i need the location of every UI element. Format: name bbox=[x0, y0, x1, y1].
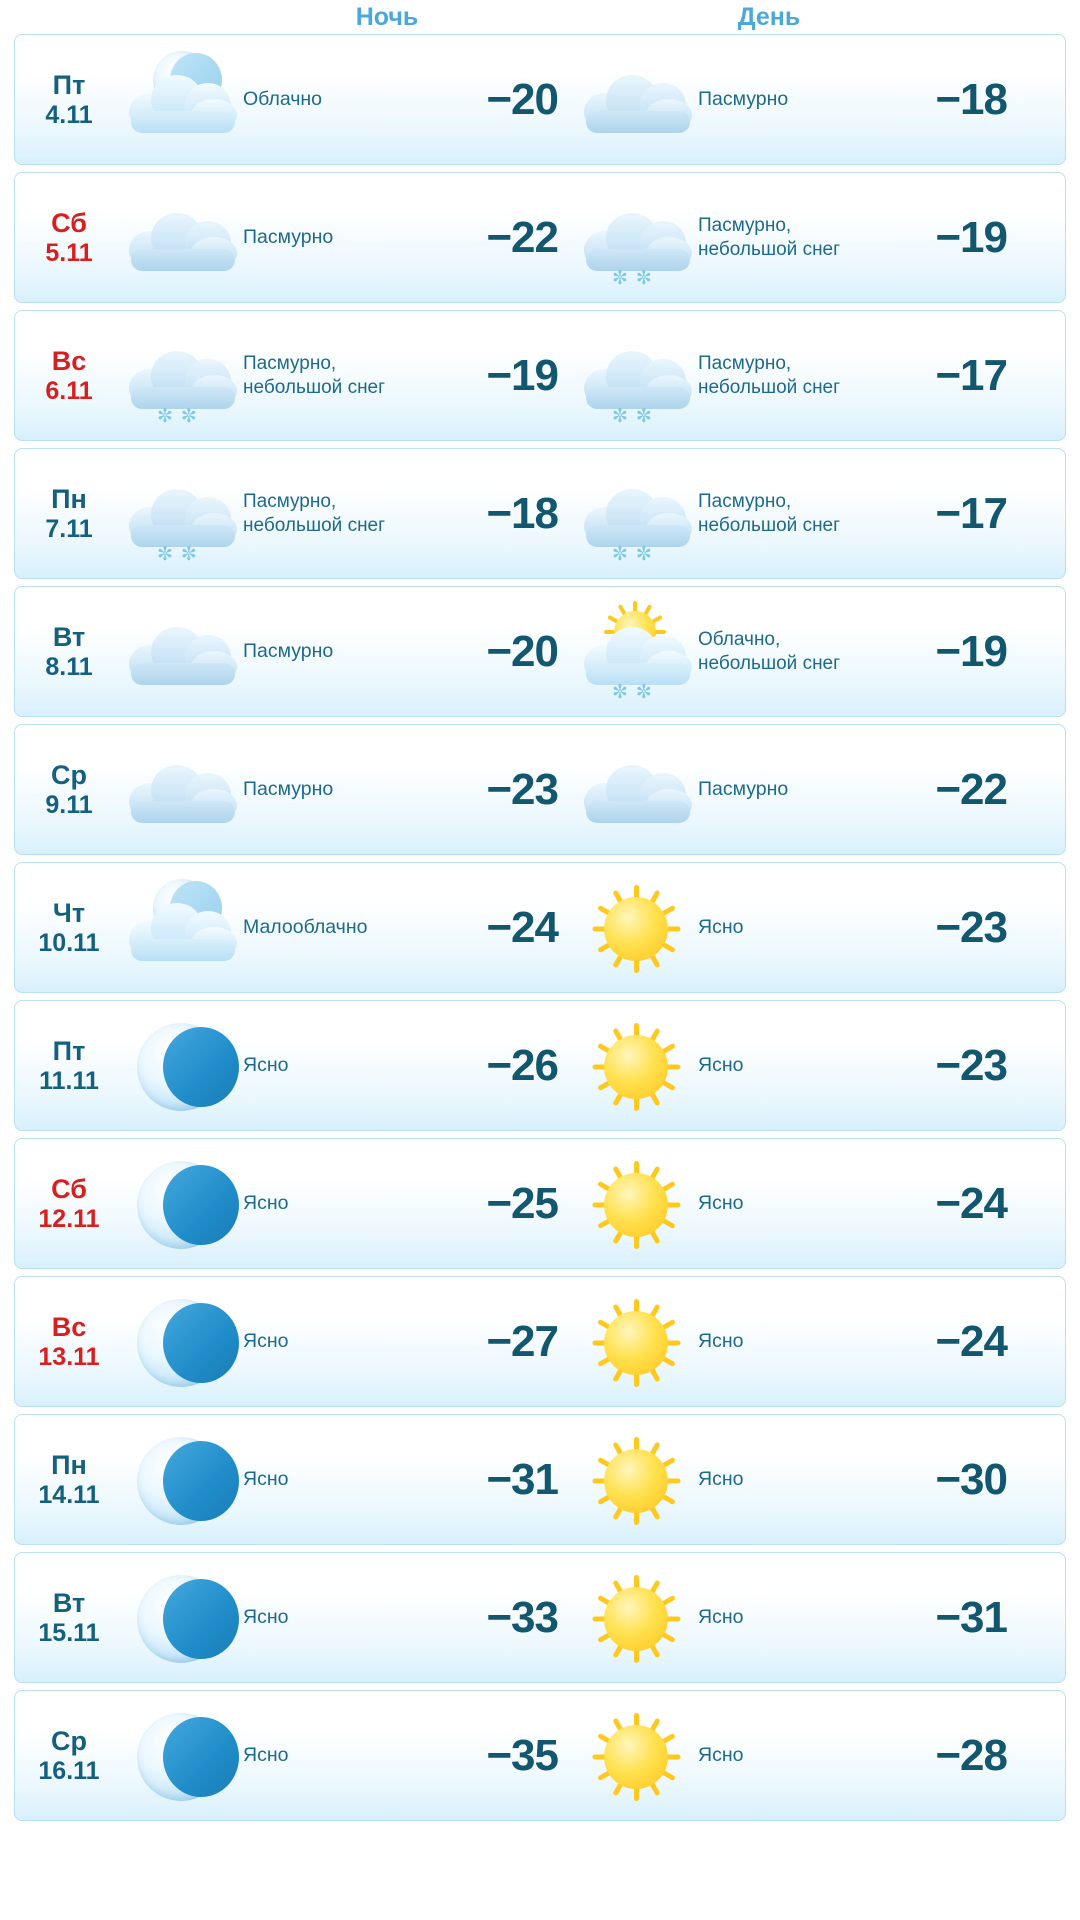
forecast-row[interactable] bbox=[14, 586, 1066, 717]
night-condition: Облачно bbox=[243, 87, 323, 110]
day-temperature: −30 bbox=[935, 1454, 1007, 1504]
date-cell bbox=[15, 346, 123, 406]
night-forecast bbox=[123, 1277, 578, 1406]
day-temperature: −31 bbox=[935, 1592, 1007, 1642]
date-cell bbox=[15, 208, 123, 268]
day-forecast bbox=[578, 1277, 1033, 1406]
moon-cloud-icon bbox=[123, 873, 243, 983]
moon-icon bbox=[137, 1161, 225, 1249]
day-temperature: −24 bbox=[935, 1316, 1007, 1366]
date-number: 14.11 bbox=[38, 1480, 100, 1509]
cloud-puff bbox=[586, 801, 690, 823]
moon-icon bbox=[123, 1011, 243, 1121]
night-condition: Малооблачно bbox=[243, 915, 368, 938]
night-condition: Ясно bbox=[243, 1743, 289, 1766]
overcast-cloud-icon bbox=[129, 487, 237, 543]
night-forecast bbox=[123, 173, 578, 302]
day-condition: Ясно bbox=[698, 1191, 744, 1214]
overcast-cloud-icon bbox=[584, 487, 692, 543]
moon-icon bbox=[137, 1299, 225, 1387]
night-temperature: −20 bbox=[486, 74, 558, 124]
moon-icon bbox=[137, 1575, 225, 1663]
date-number: 6.11 bbox=[45, 376, 93, 405]
date-cell bbox=[15, 1312, 123, 1372]
night-forecast bbox=[123, 35, 578, 164]
day-of-week: Сб bbox=[51, 1173, 87, 1204]
forecast-row[interactable] bbox=[14, 1276, 1066, 1407]
moon-icon bbox=[123, 1287, 243, 1397]
date-cell bbox=[15, 760, 123, 820]
column-headers bbox=[14, 0, 1066, 34]
forecast-row[interactable] bbox=[14, 1414, 1066, 1545]
day-of-week: Пт bbox=[52, 1035, 86, 1066]
day-of-week: Вс bbox=[51, 1311, 87, 1342]
moon-cloud-icon bbox=[123, 45, 243, 155]
day-condition: Ясно bbox=[698, 1743, 744, 1766]
night-forecast bbox=[123, 449, 578, 578]
night-condition: Пасмурно bbox=[243, 225, 334, 248]
day-condition: Облачно, небольшой снег bbox=[698, 629, 841, 674]
day-forecast bbox=[578, 1415, 1033, 1544]
moon-icon bbox=[123, 1149, 243, 1259]
night-condition: Пасмурно bbox=[243, 639, 334, 662]
night-condition: Ясно bbox=[243, 1191, 289, 1214]
forecast-row[interactable] bbox=[14, 172, 1066, 303]
day-temperature: −19 bbox=[935, 626, 1007, 676]
night-temperature: −23 bbox=[486, 764, 558, 814]
overcast-cloud-icon bbox=[129, 211, 237, 267]
forecast-row[interactable] bbox=[14, 862, 1066, 993]
date-cell bbox=[15, 1450, 123, 1510]
cloud-icon bbox=[129, 901, 237, 957]
moon-icon bbox=[137, 1437, 225, 1525]
sun-disc bbox=[604, 897, 668, 961]
overcast-icon bbox=[123, 735, 243, 845]
forecast-row[interactable] bbox=[14, 448, 1066, 579]
night-forecast bbox=[123, 1139, 578, 1268]
sun-icon bbox=[578, 1563, 698, 1673]
snowflakes-icon: ✼✼ bbox=[612, 405, 660, 427]
date-cell bbox=[15, 1174, 123, 1234]
sun-icon bbox=[578, 1149, 698, 1259]
night-forecast bbox=[123, 1691, 578, 1820]
snowflakes-icon: ✼✼ bbox=[157, 405, 205, 427]
night-condition: Пасмурно, небольшой снег bbox=[243, 353, 386, 398]
date-number: 4.11 bbox=[45, 100, 93, 129]
cloud-puff bbox=[131, 111, 235, 133]
night-temperature: −27 bbox=[486, 1316, 558, 1366]
sun-disc bbox=[604, 1587, 668, 1651]
cloud-puff bbox=[131, 249, 235, 271]
day-column-header: День bbox=[737, 2, 801, 31]
sun-icon bbox=[578, 1287, 698, 1397]
sun-icon bbox=[578, 1011, 698, 1121]
day-condition: Пасмурно bbox=[698, 777, 789, 800]
overcast-icon bbox=[578, 735, 698, 845]
day-temperature: −17 bbox=[935, 488, 1007, 538]
forecast-row[interactable] bbox=[14, 1552, 1066, 1683]
day-of-week: Пн bbox=[51, 1449, 87, 1480]
day-forecast bbox=[578, 1553, 1033, 1682]
day-of-week: Ср bbox=[51, 759, 87, 790]
sun-icon bbox=[594, 1025, 678, 1109]
forecast-rows bbox=[14, 34, 1066, 1821]
sun-icon bbox=[594, 1301, 678, 1385]
moon-icon bbox=[137, 1023, 225, 1111]
date-number: 15.11 bbox=[38, 1618, 100, 1647]
day-forecast bbox=[578, 449, 1033, 578]
night-condition: Ясно bbox=[243, 1329, 289, 1352]
snowflakes-icon: ✼✼ bbox=[157, 543, 205, 565]
day-of-week: Пт bbox=[52, 69, 86, 100]
sun-icon bbox=[594, 1439, 678, 1523]
night-forecast bbox=[123, 725, 578, 854]
day-condition: Пасмурно bbox=[698, 87, 789, 110]
day-of-week: Вт bbox=[52, 1587, 86, 1618]
night-forecast bbox=[123, 311, 578, 440]
day-condition: Пасмурно, небольшой снег bbox=[698, 353, 841, 398]
cloud-puff bbox=[131, 801, 235, 823]
sun-icon bbox=[594, 1163, 678, 1247]
day-of-week: Вс bbox=[51, 345, 87, 376]
night-forecast bbox=[123, 587, 578, 716]
day-condition: Ясно bbox=[698, 1053, 744, 1076]
night-temperature: −24 bbox=[486, 902, 558, 952]
overcast-snow-icon bbox=[123, 321, 243, 431]
forecast-row[interactable] bbox=[14, 310, 1066, 441]
sun-icon bbox=[578, 873, 698, 983]
night-condition: Пасмурно bbox=[243, 777, 334, 800]
sun-icon bbox=[594, 887, 678, 971]
forecast-row[interactable] bbox=[14, 724, 1066, 855]
cloud-icon bbox=[584, 625, 692, 681]
day-of-week: Чт bbox=[52, 897, 86, 928]
date-number: 7.11 bbox=[45, 514, 93, 543]
day-temperature: −28 bbox=[935, 1730, 1007, 1780]
night-temperature: −35 bbox=[486, 1730, 558, 1780]
forecast-row[interactable] bbox=[14, 1690, 1066, 1821]
day-forecast bbox=[578, 1139, 1033, 1268]
date-number: 9.11 bbox=[45, 790, 93, 819]
date-cell bbox=[15, 1588, 123, 1648]
night-temperature: −18 bbox=[486, 488, 558, 538]
cloud-puff bbox=[131, 663, 235, 685]
overcast-cloud-icon bbox=[584, 73, 692, 129]
overcast-icon bbox=[123, 597, 243, 707]
date-cell bbox=[15, 1036, 123, 1096]
night-temperature: −26 bbox=[486, 1040, 558, 1090]
day-forecast bbox=[578, 1691, 1033, 1820]
day-forecast bbox=[578, 311, 1033, 440]
day-condition: Пасмурно, небольшой снег bbox=[698, 215, 841, 260]
day-of-week: Сб bbox=[51, 207, 87, 238]
date-number: 10.11 bbox=[38, 928, 100, 957]
sun-icon bbox=[594, 1577, 678, 1661]
overcast-cloud-icon bbox=[584, 211, 692, 267]
night-temperature: −33 bbox=[486, 1592, 558, 1642]
date-number: 8.11 bbox=[45, 652, 93, 681]
night-condition: Ясно bbox=[243, 1605, 289, 1628]
sun-icon bbox=[578, 1425, 698, 1535]
overcast-icon bbox=[123, 183, 243, 293]
moon-icon bbox=[123, 1701, 243, 1811]
day-temperature: −22 bbox=[935, 764, 1007, 814]
night-condition: Пасмурно, небольшой снег bbox=[243, 491, 386, 536]
sun-disc bbox=[604, 1725, 668, 1789]
date-number: 16.11 bbox=[38, 1756, 100, 1785]
moon-icon bbox=[123, 1563, 243, 1673]
night-condition: Ясно bbox=[243, 1053, 289, 1076]
night-temperature: −31 bbox=[486, 1454, 558, 1504]
day-forecast bbox=[578, 1001, 1033, 1130]
day-forecast bbox=[578, 587, 1033, 716]
overcast-cloud-icon bbox=[584, 349, 692, 405]
sun-icon bbox=[594, 1715, 678, 1799]
day-condition: Ясно bbox=[698, 1467, 744, 1490]
night-forecast bbox=[123, 1001, 578, 1130]
date-number: 12.11 bbox=[38, 1204, 100, 1233]
date-number: 11.11 bbox=[39, 1066, 99, 1095]
sun-disc bbox=[604, 1173, 668, 1237]
day-forecast bbox=[578, 725, 1033, 854]
cloud-puff bbox=[131, 939, 235, 961]
day-temperature: −19 bbox=[935, 212, 1007, 262]
night-condition: Ясно bbox=[243, 1467, 289, 1490]
day-condition: Пасмурно, небольшой снег bbox=[698, 491, 841, 536]
snowflakes-icon: ✼✼ bbox=[612, 543, 660, 565]
day-forecast bbox=[578, 863, 1033, 992]
day-condition: Ясно bbox=[698, 915, 744, 938]
date-number: 13.11 bbox=[38, 1342, 100, 1371]
forecast-row[interactable] bbox=[14, 1000, 1066, 1131]
sun-disc bbox=[604, 1311, 668, 1375]
sun-cloud-snow-icon bbox=[578, 597, 698, 707]
overcast-cloud-icon bbox=[129, 625, 237, 681]
date-cell bbox=[15, 622, 123, 682]
sun-disc bbox=[604, 1035, 668, 1099]
forecast-row[interactable] bbox=[14, 34, 1066, 165]
day-temperature: −23 bbox=[935, 902, 1007, 952]
day-temperature: −23 bbox=[935, 1040, 1007, 1090]
moon-icon bbox=[123, 1425, 243, 1535]
overcast-cloud-icon bbox=[129, 349, 237, 405]
moon-icon bbox=[137, 1713, 225, 1801]
night-column-header: Ночь bbox=[355, 2, 419, 31]
cloud-puff bbox=[586, 111, 690, 133]
night-forecast bbox=[123, 1553, 578, 1682]
snowflakes-icon: ✼✼ bbox=[612, 267, 660, 289]
overcast-snow-icon bbox=[123, 459, 243, 569]
day-of-week: Ср bbox=[51, 1725, 87, 1756]
day-of-week: Пн bbox=[51, 483, 87, 514]
snowflakes-icon: ✼✼ bbox=[612, 681, 660, 703]
day-temperature: −17 bbox=[935, 350, 1007, 400]
overcast-snow-icon bbox=[578, 183, 698, 293]
day-temperature: −24 bbox=[935, 1178, 1007, 1228]
day-condition: Ясно bbox=[698, 1605, 744, 1628]
date-cell bbox=[15, 898, 123, 958]
overcast-cloud-icon bbox=[584, 763, 692, 819]
day-forecast bbox=[578, 173, 1033, 302]
day-forecast bbox=[578, 35, 1033, 164]
overcast-cloud-icon bbox=[129, 763, 237, 819]
day-of-week: Вт bbox=[52, 621, 86, 652]
night-temperature: −20 bbox=[486, 626, 558, 676]
date-cell bbox=[15, 1726, 123, 1786]
sun-disc bbox=[604, 1449, 668, 1513]
overcast-icon bbox=[578, 45, 698, 155]
forecast-row[interactable] bbox=[14, 1138, 1066, 1269]
night-temperature: −22 bbox=[486, 212, 558, 262]
night-temperature: −25 bbox=[486, 1178, 558, 1228]
day-condition: Ясно bbox=[698, 1329, 744, 1352]
date-number: 5.11 bbox=[45, 238, 93, 267]
night-forecast bbox=[123, 1415, 578, 1544]
day-temperature: −18 bbox=[935, 74, 1007, 124]
cloud-icon bbox=[129, 73, 237, 129]
night-temperature: −19 bbox=[486, 350, 558, 400]
date-cell bbox=[15, 484, 123, 544]
date-cell bbox=[15, 70, 123, 130]
overcast-snow-icon bbox=[578, 321, 698, 431]
overcast-snow-icon bbox=[578, 459, 698, 569]
sun-icon bbox=[578, 1701, 698, 1811]
night-forecast bbox=[123, 863, 578, 992]
